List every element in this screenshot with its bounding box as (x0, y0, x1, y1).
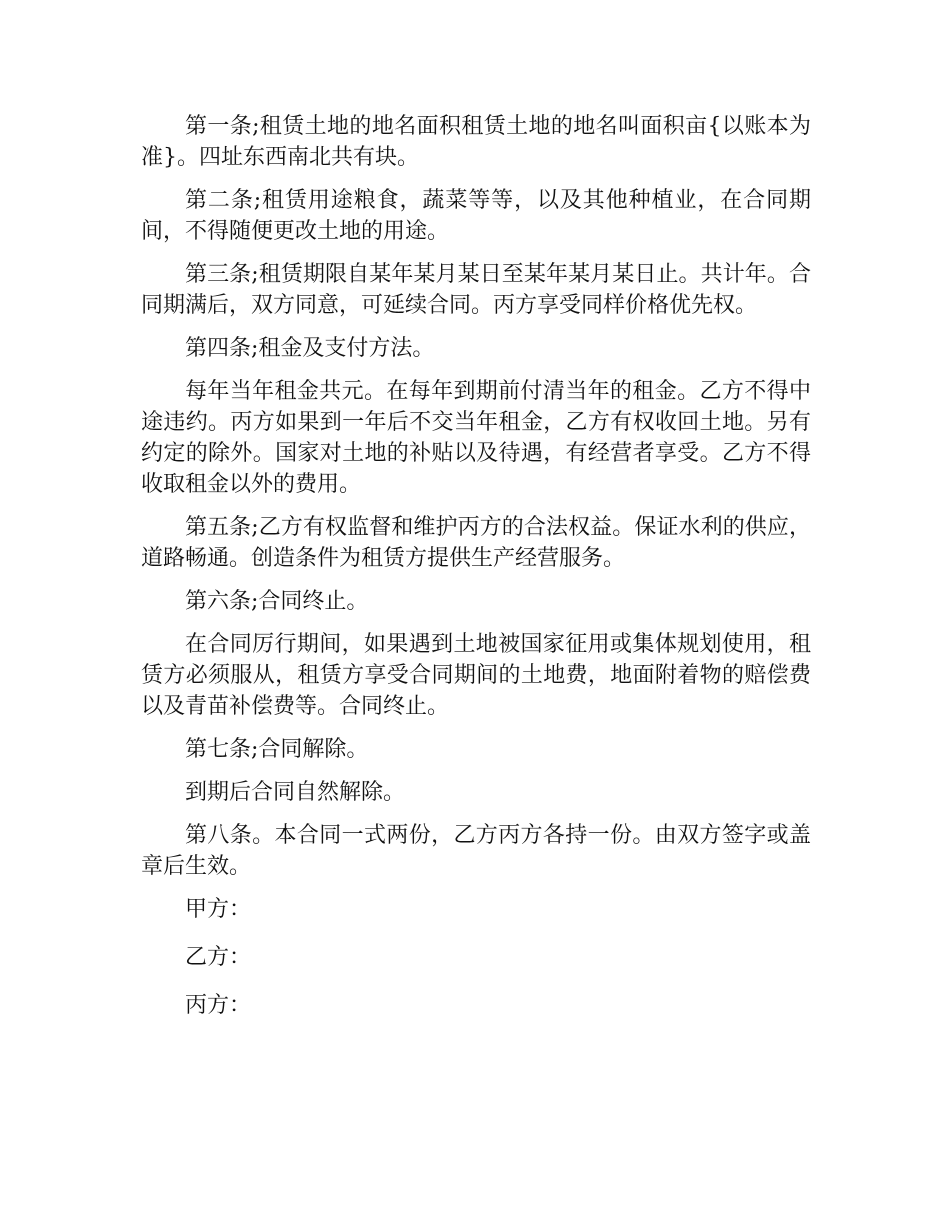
article-1-land-location: 第一条;租赁土地的地名面积租赁土地的地名叫面积亩{以账本为准}。四址东西南北共有块。 (141, 114, 811, 170)
rent-details-paragraph: 每年当年租金共元。在每年到期前付清当年的租金。乙方不得中途违约。丙方如果到一年后不交当年租金，乙方有权收回土地。另有约定的除外。国家对土地的补贴以及待遇，有经营者享受。乙方不得收取租金以外的费用。 (141, 379, 811, 497)
article-5-rights: 第五条;乙方有权监督和维护丙方的合法权益。保证水利的供应，道路畅通。创造条件为租赁方提供生产经营服务。 (141, 515, 811, 571)
party-c-signature-line: 丙方： (185, 993, 252, 1018)
party-b-signature-line: 乙方： (185, 945, 252, 970)
dissolution-details-paragraph: 到期后合同自然解除。 (185, 780, 406, 805)
article-4-rent-payment: 第四条;租金及支付方法。 (185, 336, 435, 361)
article-7-dissolution: 第七条;合同解除。 (185, 737, 369, 762)
article-2-land-use: 第二条;租赁用途粮食，蔬菜等等，以及其他种植业，在合同期间，不得随便更改土地的用途。 (141, 188, 811, 244)
party-a-signature-line: 甲方： (185, 897, 252, 922)
termination-details-paragraph: 在合同厉行期间，如果遇到土地被国家征用或集体规划使用，租赁方必须服从，租赁方享受合同期间的土地费，地面附着物的赔偿费以及青苗补偿费等。合同终止。 (141, 632, 811, 719)
article-6-termination: 第六条;合同终止。 (185, 589, 369, 614)
document-body (141, 111, 811, 1038)
article-3-lease-term: 第三条;租赁期限自某年某月某日至某年某月某日止。共计年。合同期满后，双方同意，可延续合同。丙方享受同样价格优先权。 (141, 262, 811, 318)
article-8-copies-effective: 第八条。本合同一式两份，乙方丙方各持一份。由双方签字或盖章后生效。 (141, 823, 811, 879)
